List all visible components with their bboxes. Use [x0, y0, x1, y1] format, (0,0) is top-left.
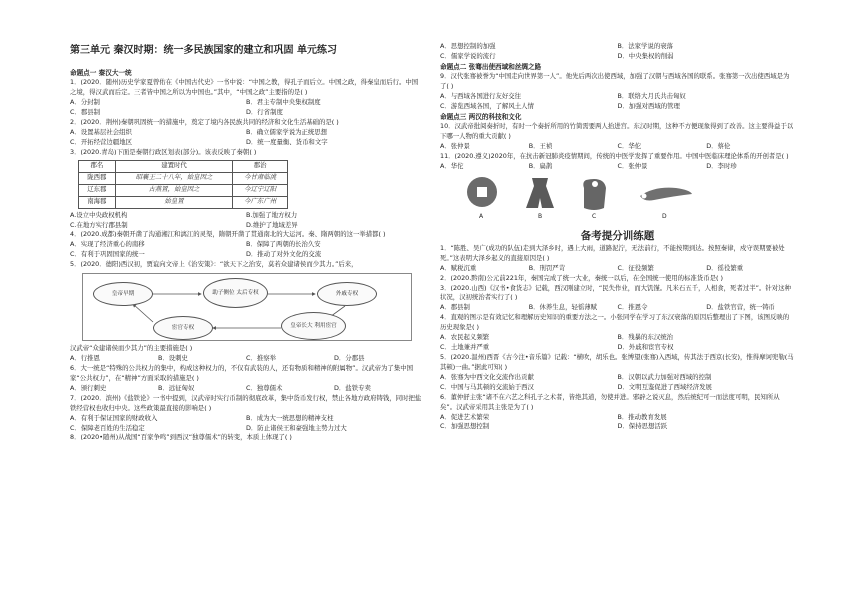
option: C．郡县制	[70, 107, 101, 116]
question-5-continued: 汉武帝“众建诸侯而少其力”的主要措施是( )	[70, 344, 193, 353]
question-11-options	[440, 162, 795, 172]
option: B．设刺史	[158, 354, 188, 363]
table-cell: 南海郡	[79, 196, 116, 208]
question-3: 3．(2020.青岛)下面是秦朝行政区划表(部分)。该表反映了秦朝( )	[70, 147, 257, 156]
option: A．颁行刺史	[70, 383, 107, 392]
coin-images	[454, 174, 694, 222]
option: D．中央集权的削弱	[617, 51, 674, 60]
option: B.加强了地方权力	[246, 210, 298, 219]
option: B．远征匈奴	[158, 383, 195, 392]
option: B．扁鹊	[528, 161, 553, 170]
option: A．农民起义频繁	[440, 333, 490, 342]
option: D．盐铁专卖	[334, 383, 371, 392]
option: C．推察举	[246, 354, 277, 363]
section-heading-1: 命题点一 秦汉大一统	[70, 69, 132, 77]
option: B．联络大月氏共击匈奴	[617, 91, 686, 100]
practice-4-options	[440, 333, 795, 353]
table-cell: 始皇置	[115, 196, 233, 208]
coin-label-c: C	[592, 212, 597, 220]
option: D．外戚和宦官专权	[617, 343, 674, 352]
practice-title: 备考提分训练题	[580, 229, 655, 242]
node-consort-power: 外戚专权	[317, 282, 377, 306]
option: D．文明互鉴促进了西域经济发展	[617, 382, 712, 391]
option: C．推恩令	[617, 303, 648, 312]
option: D．保持思想活跃	[617, 422, 668, 431]
option: A．张骞为中西文化交流作出贡献	[440, 372, 534, 381]
right-column	[440, 42, 795, 432]
option: B．法家学说的衰落	[617, 42, 674, 50]
option: D．徭役繁重	[706, 263, 744, 272]
table-row	[79, 196, 288, 208]
option: D.维护了地域差异	[246, 220, 298, 229]
question-3-options	[70, 211, 422, 231]
option: C．儒家学说的流行	[440, 51, 496, 60]
option: D．行省制度	[246, 107, 283, 116]
coin-label-a: A	[479, 212, 484, 220]
question-10-options	[440, 142, 795, 152]
option: B．君主专制中央集权制度	[246, 98, 321, 107]
question-6-options	[70, 384, 422, 394]
practice-5-options	[440, 373, 795, 393]
table-header: 郡治	[233, 160, 288, 172]
option: D．李时珍	[706, 161, 737, 170]
option: C．加强思想控制	[440, 422, 490, 431]
question-4: 4．(2020.成都)秦朝开凿了沟通湘江和漓江的灵渠，隋朝开凿了贯通南北的大运河。秦、隋两朝的这一举措都( )	[70, 230, 386, 239]
option: A.设立中央政权机构	[70, 210, 128, 219]
question-4-options	[70, 240, 422, 260]
option: A．有利于保证国家的财政收入	[70, 413, 158, 422]
table-row	[79, 172, 288, 184]
node-regency: 助子侧位 太后专权	[203, 278, 268, 308]
table-cell: 昭襄王二十八年，始皇因之	[115, 172, 233, 184]
question-10: 10．汉武帝批阅奏折时，有时一个奏折所用的竹简需要两人抬进宫。东汉时期，这种不方便现象得到了改善。这主要得益于以下哪一人物的重大贡献( )	[440, 121, 794, 140]
option: A．行推恩	[70, 354, 100, 363]
option: A．设置基层社会组织	[70, 127, 132, 136]
option: C．华佗	[617, 141, 642, 150]
option: A．与西域各国进行友好交往	[440, 91, 522, 100]
question-9: 9．汉代张骞被誉为“中国走向世界第一人”。他先后两次出使西域，加强了汉朝与西域各国的联系。张骞第一次出使西域是为了( )	[440, 72, 790, 90]
node-eunuch-power: 宦官专权	[153, 316, 213, 340]
table-row	[79, 184, 288, 196]
option: B．成为大一统思想的精神支柱	[246, 413, 334, 422]
practice-2: 2．(2020.黔南)公元前221年，秦国完成了统一大业，秦统一以后，在全国统一使用的标准货币是( )	[440, 273, 724, 282]
option: A．分封制	[70, 98, 100, 107]
option: B．推动教育发展	[617, 412, 667, 421]
practice-6-options	[440, 413, 795, 433]
practice-4: 4．直观的图示是有效记忆和理解历史知识的重要方法之一。小张同学在学习了东汉衰落的原因后整理出了下图，该图反映的历史现象是( )	[440, 313, 790, 332]
table-cell: 陇西郡	[79, 172, 116, 184]
option: D．盐铁官营，统一铸币	[706, 303, 776, 312]
page-title: 第三单元 秦汉时期：统一多民族国家的建立和巩固 单元练习	[70, 45, 337, 56]
option: D．统一度量衡、货币和文字	[246, 137, 328, 146]
table-cell: 今辽宁辽阳	[233, 184, 288, 196]
practice-1: 1．“陈胜、吴广(成功的队伍)走到大泽乡时，遇上大雨，道路泥泞，无法前行，不能按期到达。按照秦律，戍守误期要被处死。”这表明大泽乡起义的直接原因是( )	[440, 243, 785, 262]
question-8: 8．(2020•随州)从战国“百家争鸣”到西汉“独尊儒术”的转变，本质上体现了( )	[70, 433, 292, 442]
section-heading-2: 命题点二 张骞出使西域和丝绸之路	[440, 62, 542, 71]
node-grown-emperor: 皇帝长大 利用宦官	[281, 312, 346, 340]
table-header: 郡名	[79, 160, 116, 172]
option: D．蔡伦	[706, 141, 731, 150]
option: C．张仲景	[617, 161, 648, 170]
option: C．有利于巩固国家的统一	[70, 250, 145, 259]
coin-label-d: D	[662, 212, 667, 220]
option: C．土地兼并严重	[440, 343, 490, 352]
question-5: 5．(2020．德阳)西汉初，贾谊向文帝上《治安策》：“欲天下之治安，莫若众建诸侯而少其力。”后来，	[70, 260, 358, 269]
option: C．征役频繁	[617, 263, 654, 272]
table-cell: 今广东广州	[233, 196, 288, 208]
coin-label-b: B	[538, 212, 543, 220]
option: A．促进艺术繁荣	[440, 412, 490, 421]
option: D．分郡县	[334, 354, 365, 363]
option: B．刑罚严苛	[528, 263, 566, 272]
prefecture-table	[78, 160, 288, 209]
option: C．独尊儒术	[246, 383, 283, 392]
question-1-options	[70, 98, 422, 118]
question-1: 1．(2020．随州)历史学家夏曾佑在《中国古代史》一书中说：“中国之教，得孔子而后立。中国之政，得秦皇而后行。中国之境，得汉武而后定。三者皆中国之所以为中国也。”其中，“中国之政”主要指的是( )	[70, 78, 419, 97]
option: C．游览西域各国，了解风土人情	[440, 101, 534, 110]
cycle-diagram	[82, 273, 412, 341]
option: C．保障老百姓的生活稳定	[70, 423, 145, 432]
option: D．防止诸侯王和豪强地主势力过大	[246, 423, 347, 432]
practice-3: 3．(2020.山西)《汉书•食货志》记载，西汉刚建立时，“民失作业，而大饥馑。凡米石五千，人相食，死者过半”。针对这种状况，汉初统治者实行了( )	[440, 283, 791, 302]
option: A．赋税沉重	[440, 263, 477, 272]
question-8-options	[440, 42, 795, 62]
practice-6: 6．董仲舒主张“诸不在六艺之科孔子之术者，皆绝其道，勿使并进。邪辟之说灭息，然后统纪可一而法度可明，民知所从矣”。汉武帝采用其主张是为了( )	[440, 392, 780, 411]
left-column	[70, 46, 422, 443]
option: A．实现了经济重心的南移	[70, 240, 145, 249]
question-5-options	[70, 354, 422, 364]
node-early-emperor: 皇帝早期	[93, 282, 153, 306]
option: D．加强对西域的管理	[617, 101, 680, 110]
question-6: 6．大一统是“特殊的公共权力的集中，构成这种权力的，不仅有武装的人，还有物质和精神的附属物”。汉武帝为了集中国家“公共权力”，在“精神”方面采取的措施是( )	[70, 363, 413, 382]
option: B．残暴的东汉统治	[617, 333, 674, 342]
question-7: 7．(2020．滨州)《盐铁论》一书中提到，汉武帝时实行币制的彻底改革，集中货币发行权，禁止各地方政府铸钱，同时把盐铁经营权也收归中央。这些政策最直接的影响是( )	[70, 393, 422, 412]
question-2: 2．(2020．荆州)秦朝巩固统一的措施中，奠定了境内各民族共同的经济和文化生活基础的是( )	[70, 117, 339, 126]
option: C.在地方实行郡县制	[70, 220, 128, 229]
option: B．汉朝以武力加强对西域的控制	[617, 372, 712, 381]
question-11: 11．(2020.遵义)2020年，在抗击新冠肺炎疫情期间，传统的中医学发挥了重要作用。中国中医临床理论体系的开创者是( )	[440, 151, 789, 160]
option: B．休养生息，轻徭薄赋	[528, 303, 598, 312]
option: C．开拓经营边疆地区	[70, 137, 132, 146]
option: D．推动了对外文化的交流	[246, 250, 322, 259]
section-heading-3: 命题点三 两汉的科技和文化	[440, 112, 522, 121]
question-7-options	[70, 414, 422, 434]
option: B．保障了两朝的长治久安	[246, 240, 321, 249]
option: A．华佗	[440, 161, 464, 170]
question-2-options	[70, 128, 422, 148]
option: C．中国与马其顿的交流始于西汉	[440, 382, 534, 391]
option: A．思想控制的加强	[440, 42, 496, 50]
option: B．确立儒家学说为正统思想	[246, 127, 328, 136]
table-cell: 辽东郡	[79, 184, 116, 196]
practice-3-options	[440, 303, 795, 313]
option: A．张仲景	[440, 141, 470, 150]
table-header: 建置时代	[115, 160, 233, 172]
table-cell: 今甘肃临洮	[233, 172, 288, 184]
practice-1-options	[440, 264, 795, 274]
option: B．王祯	[528, 141, 553, 150]
option: A．郡县制	[440, 303, 470, 312]
ancient-coins-image	[454, 174, 694, 214]
table-cell: 古燕置，始皇因之	[115, 184, 233, 196]
practice-5: 5．(2020.温州)西晋《古今注•音乐篇》记载：“横吹，胡乐也。张博望(张骞)入西域，传其法于西京(长安)，惟得摩诃兜勒(马其顿)一曲。”据此可知( )	[440, 352, 794, 371]
question-9-options	[440, 92, 795, 112]
